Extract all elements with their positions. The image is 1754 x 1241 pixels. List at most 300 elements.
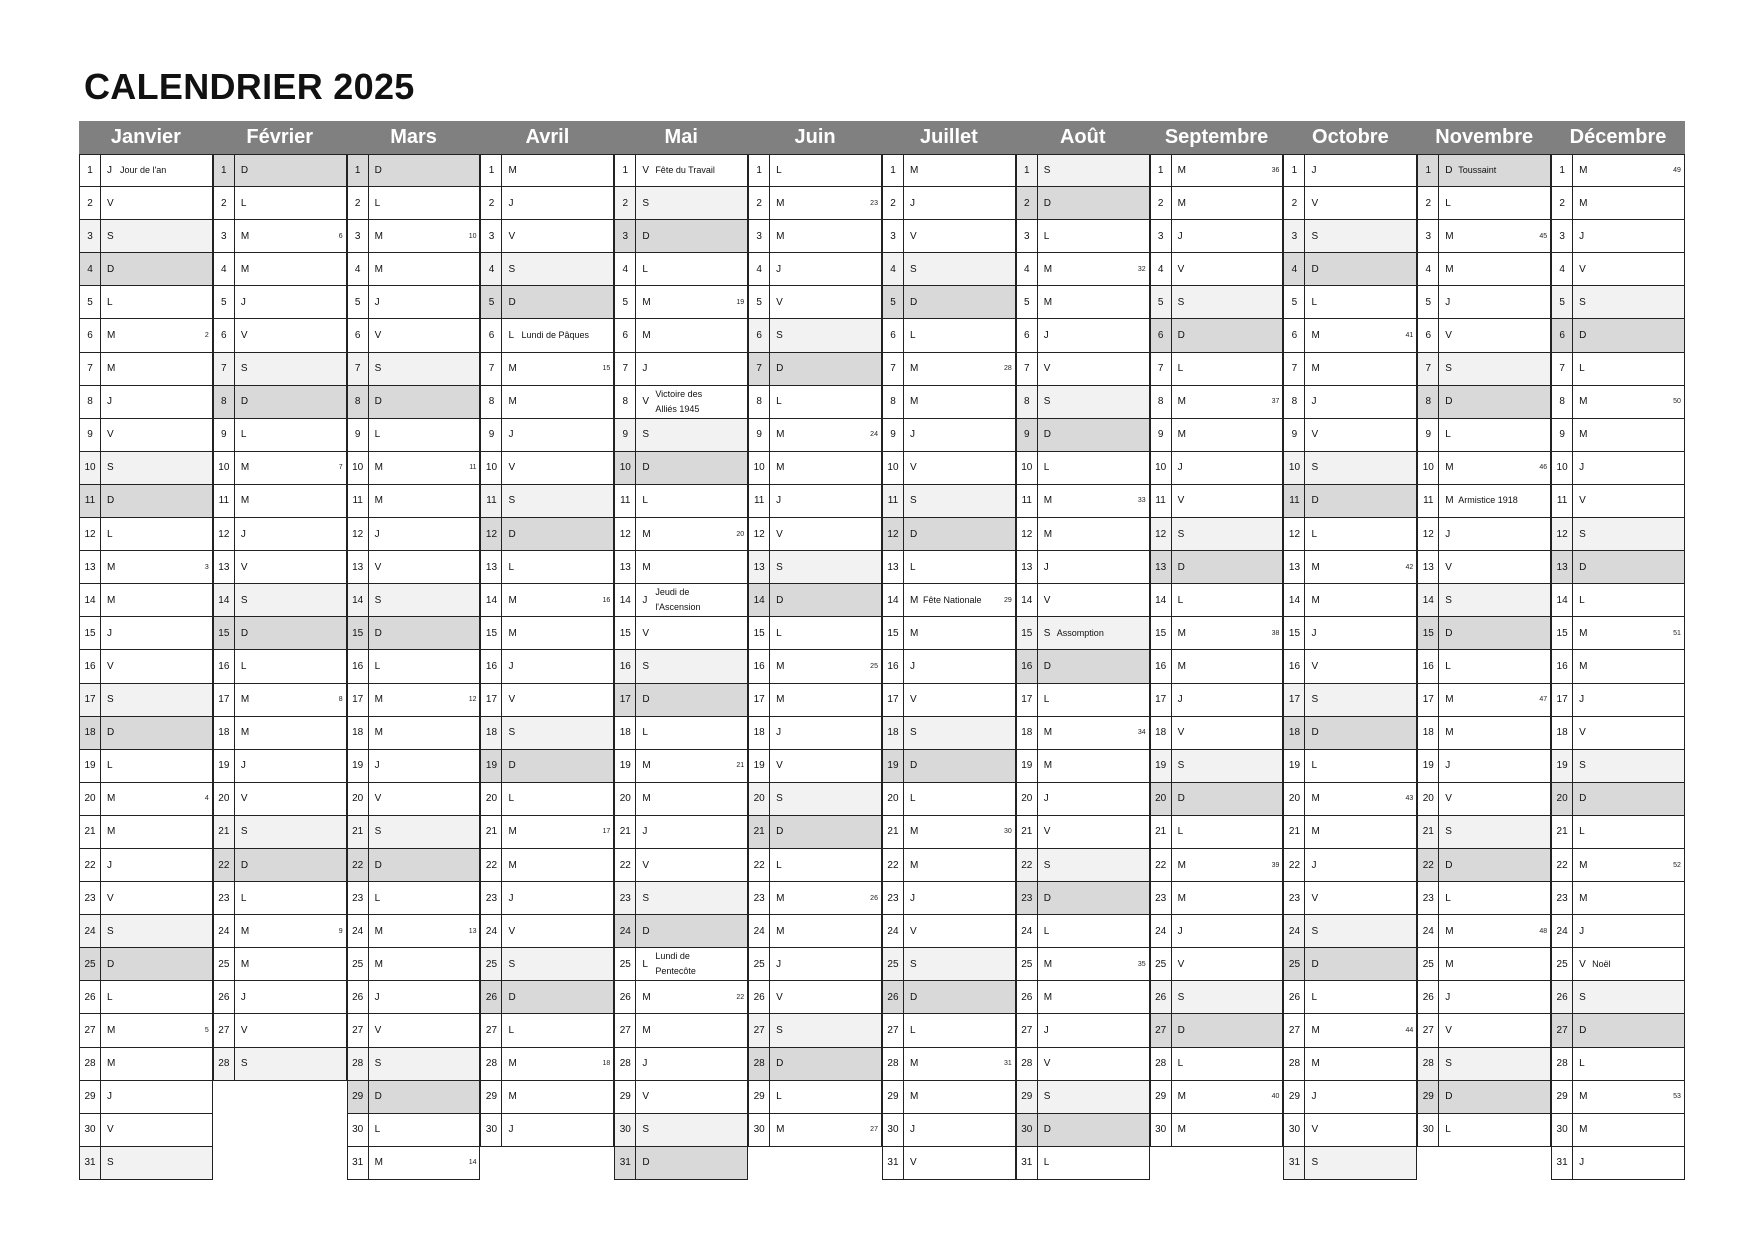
day-cell[interactable] xyxy=(347,948,481,981)
day-cell[interactable] xyxy=(79,485,213,518)
day-cell[interactable] xyxy=(748,253,882,286)
day-cell[interactable] xyxy=(748,948,882,981)
day-cell[interactable] xyxy=(1150,981,1284,1014)
day-cell[interactable] xyxy=(748,154,882,187)
day-cell[interactable] xyxy=(882,1048,1016,1081)
day-cell[interactable] xyxy=(79,551,213,584)
day-cell[interactable] xyxy=(1016,882,1150,915)
day-cell[interactable] xyxy=(882,948,1016,981)
day-cell[interactable] xyxy=(213,915,347,948)
day-cell[interactable] xyxy=(79,1114,213,1147)
day-cell[interactable] xyxy=(1016,816,1150,849)
day-cell[interactable] xyxy=(480,253,614,286)
day-cell[interactable] xyxy=(1417,353,1551,386)
day-cell[interactable] xyxy=(347,584,481,617)
day-cell[interactable] xyxy=(748,187,882,220)
day-cell[interactable] xyxy=(748,353,882,386)
day-cell[interactable] xyxy=(347,452,481,485)
day-cell[interactable] xyxy=(347,353,481,386)
day-cell[interactable] xyxy=(1551,717,1685,750)
day-cell[interactable] xyxy=(480,617,614,650)
day-cell[interactable] xyxy=(614,915,748,948)
day-cell[interactable] xyxy=(347,617,481,650)
day-cell[interactable] xyxy=(79,187,213,220)
day-cell[interactable] xyxy=(1150,319,1284,352)
day-cell[interactable] xyxy=(748,783,882,816)
day-cell[interactable] xyxy=(1016,650,1150,683)
day-cell[interactable] xyxy=(1417,684,1551,717)
day-cell[interactable] xyxy=(1283,154,1417,187)
day-cell[interactable] xyxy=(1016,783,1150,816)
day-cell[interactable] xyxy=(748,981,882,1014)
day-cell[interactable] xyxy=(1551,1114,1685,1147)
day-cell[interactable] xyxy=(480,783,614,816)
day-cell[interactable] xyxy=(1016,1114,1150,1147)
day-cell[interactable] xyxy=(347,551,481,584)
day-cell[interactable] xyxy=(1016,617,1150,650)
day-cell[interactable] xyxy=(347,1014,481,1047)
day-cell[interactable] xyxy=(614,187,748,220)
day-cell[interactable] xyxy=(79,518,213,551)
day-cell[interactable] xyxy=(1551,187,1685,220)
day-cell[interactable] xyxy=(748,386,882,419)
day-cell[interactable] xyxy=(1016,353,1150,386)
day-cell[interactable] xyxy=(480,386,614,419)
day-cell[interactable] xyxy=(882,750,1016,783)
day-cell[interactable] xyxy=(882,981,1016,1014)
day-cell[interactable] xyxy=(79,1081,213,1114)
day-cell[interactable] xyxy=(882,319,1016,352)
day-cell[interactable] xyxy=(1016,386,1150,419)
day-cell[interactable] xyxy=(1016,1147,1150,1180)
day-cell[interactable] xyxy=(213,1014,347,1047)
day-cell[interactable] xyxy=(1417,187,1551,220)
day-cell[interactable] xyxy=(614,419,748,452)
day-cell[interactable] xyxy=(1417,816,1551,849)
day-cell[interactable] xyxy=(614,783,748,816)
day-cell[interactable] xyxy=(1417,1014,1551,1047)
day-cell[interactable] xyxy=(1283,849,1417,882)
day-cell[interactable] xyxy=(1551,386,1685,419)
day-cell[interactable] xyxy=(347,981,481,1014)
day-cell[interactable] xyxy=(1417,154,1551,187)
day-cell[interactable] xyxy=(748,717,882,750)
day-cell[interactable] xyxy=(1283,882,1417,915)
day-cell[interactable] xyxy=(1283,319,1417,352)
day-cell[interactable] xyxy=(1283,783,1417,816)
day-cell[interactable] xyxy=(882,220,1016,253)
day-cell[interactable] xyxy=(1150,1081,1284,1114)
day-cell[interactable] xyxy=(480,1114,614,1147)
day-cell[interactable] xyxy=(614,1114,748,1147)
day-cell[interactable] xyxy=(480,286,614,319)
day-cell[interactable] xyxy=(1551,981,1685,1014)
day-cell[interactable] xyxy=(1283,717,1417,750)
day-cell[interactable] xyxy=(480,584,614,617)
day-cell[interactable] xyxy=(748,650,882,683)
day-cell[interactable] xyxy=(480,1014,614,1047)
day-cell[interactable] xyxy=(614,154,748,187)
day-cell[interactable] xyxy=(480,518,614,551)
day-cell[interactable] xyxy=(1551,948,1685,981)
day-cell[interactable] xyxy=(480,452,614,485)
day-cell[interactable] xyxy=(748,485,882,518)
day-cell[interactable] xyxy=(882,518,1016,551)
day-cell[interactable] xyxy=(1417,386,1551,419)
day-cell[interactable] xyxy=(1551,551,1685,584)
day-cell[interactable] xyxy=(480,816,614,849)
day-cell[interactable] xyxy=(614,220,748,253)
day-cell[interactable] xyxy=(882,882,1016,915)
day-cell[interactable] xyxy=(1150,386,1284,419)
day-cell[interactable] xyxy=(347,1081,481,1114)
day-cell[interactable] xyxy=(1283,286,1417,319)
day-cell[interactable] xyxy=(347,187,481,220)
day-cell[interactable] xyxy=(1283,650,1417,683)
day-cell[interactable] xyxy=(213,617,347,650)
day-cell[interactable] xyxy=(1417,419,1551,452)
day-cell[interactable] xyxy=(1150,915,1284,948)
day-cell[interactable] xyxy=(882,1114,1016,1147)
day-cell[interactable] xyxy=(1016,286,1150,319)
day-cell[interactable] xyxy=(1283,1081,1417,1114)
day-cell[interactable] xyxy=(1150,684,1284,717)
day-cell[interactable] xyxy=(79,452,213,485)
day-cell[interactable] xyxy=(213,783,347,816)
day-cell[interactable] xyxy=(1150,1048,1284,1081)
day-cell[interactable] xyxy=(347,1114,481,1147)
day-cell[interactable] xyxy=(1551,750,1685,783)
day-cell[interactable] xyxy=(1283,1014,1417,1047)
day-cell[interactable] xyxy=(1283,948,1417,981)
day-cell[interactable] xyxy=(1283,684,1417,717)
day-cell[interactable] xyxy=(882,816,1016,849)
day-cell[interactable] xyxy=(614,485,748,518)
day-cell[interactable] xyxy=(1016,551,1150,584)
day-cell[interactable] xyxy=(79,353,213,386)
day-cell[interactable] xyxy=(1551,849,1685,882)
day-cell[interactable] xyxy=(614,518,748,551)
day-cell[interactable] xyxy=(1283,253,1417,286)
day-cell[interactable] xyxy=(1016,849,1150,882)
day-cell[interactable] xyxy=(79,1048,213,1081)
day-cell[interactable] xyxy=(79,650,213,683)
day-cell[interactable] xyxy=(480,319,614,352)
day-cell[interactable] xyxy=(614,1081,748,1114)
day-cell[interactable] xyxy=(213,187,347,220)
day-cell[interactable] xyxy=(347,816,481,849)
day-cell[interactable] xyxy=(480,717,614,750)
day-cell[interactable] xyxy=(480,485,614,518)
day-cell[interactable] xyxy=(882,353,1016,386)
day-cell[interactable] xyxy=(1417,783,1551,816)
day-cell[interactable] xyxy=(213,717,347,750)
day-cell[interactable] xyxy=(1283,551,1417,584)
day-cell[interactable] xyxy=(882,915,1016,948)
day-cell[interactable] xyxy=(614,617,748,650)
day-cell[interactable] xyxy=(614,319,748,352)
day-cell[interactable] xyxy=(1016,485,1150,518)
day-cell[interactable] xyxy=(1283,584,1417,617)
day-cell[interactable] xyxy=(347,220,481,253)
day-cell[interactable] xyxy=(1551,650,1685,683)
day-cell[interactable] xyxy=(1551,1048,1685,1081)
day-cell[interactable] xyxy=(1150,187,1284,220)
day-cell[interactable] xyxy=(1283,353,1417,386)
day-cell[interactable] xyxy=(480,353,614,386)
day-cell[interactable] xyxy=(748,518,882,551)
day-cell[interactable] xyxy=(480,650,614,683)
day-cell[interactable] xyxy=(347,849,481,882)
day-cell[interactable] xyxy=(1417,551,1551,584)
day-cell[interactable] xyxy=(1150,650,1284,683)
day-cell[interactable] xyxy=(614,253,748,286)
day-cell[interactable] xyxy=(614,353,748,386)
day-cell[interactable] xyxy=(1551,1014,1685,1047)
day-cell[interactable] xyxy=(213,948,347,981)
day-cell[interactable] xyxy=(882,485,1016,518)
day-cell[interactable] xyxy=(1283,386,1417,419)
day-cell[interactable] xyxy=(1551,1081,1685,1114)
day-cell[interactable] xyxy=(1283,617,1417,650)
day-cell[interactable] xyxy=(1417,750,1551,783)
day-cell[interactable] xyxy=(213,319,347,352)
day-cell[interactable] xyxy=(1150,948,1284,981)
day-cell[interactable] xyxy=(213,154,347,187)
day-cell[interactable] xyxy=(213,882,347,915)
day-cell[interactable] xyxy=(614,650,748,683)
day-cell[interactable] xyxy=(1150,253,1284,286)
day-cell[interactable] xyxy=(213,1048,347,1081)
day-cell[interactable] xyxy=(882,1014,1016,1047)
day-cell[interactable] xyxy=(1417,915,1551,948)
day-cell[interactable] xyxy=(748,419,882,452)
day-cell[interactable] xyxy=(1417,518,1551,551)
day-cell[interactable] xyxy=(213,816,347,849)
day-cell[interactable] xyxy=(1283,452,1417,485)
day-cell[interactable] xyxy=(1283,220,1417,253)
day-cell[interactable] xyxy=(347,915,481,948)
day-cell[interactable] xyxy=(1150,1014,1284,1047)
day-cell[interactable] xyxy=(614,882,748,915)
day-cell[interactable] xyxy=(882,419,1016,452)
day-cell[interactable] xyxy=(347,485,481,518)
day-cell[interactable] xyxy=(480,849,614,882)
day-cell[interactable] xyxy=(213,684,347,717)
day-cell[interactable] xyxy=(1551,816,1685,849)
day-cell[interactable] xyxy=(1150,783,1284,816)
day-cell[interactable] xyxy=(1417,650,1551,683)
day-cell[interactable] xyxy=(882,717,1016,750)
day-cell[interactable] xyxy=(614,452,748,485)
day-cell[interactable] xyxy=(1150,154,1284,187)
day-cell[interactable] xyxy=(1283,816,1417,849)
day-cell[interactable] xyxy=(79,154,213,187)
day-cell[interactable] xyxy=(614,1147,748,1180)
day-cell[interactable] xyxy=(1150,584,1284,617)
day-cell[interactable] xyxy=(1016,154,1150,187)
day-cell[interactable] xyxy=(1551,286,1685,319)
day-cell[interactable] xyxy=(1150,419,1284,452)
day-cell[interactable] xyxy=(480,187,614,220)
day-cell[interactable] xyxy=(1551,154,1685,187)
day-cell[interactable] xyxy=(1150,1114,1284,1147)
day-cell[interactable] xyxy=(748,816,882,849)
day-cell[interactable] xyxy=(480,154,614,187)
day-cell[interactable] xyxy=(480,1081,614,1114)
day-cell[interactable] xyxy=(480,1048,614,1081)
day-cell[interactable] xyxy=(1283,1147,1417,1180)
day-cell[interactable] xyxy=(1417,584,1551,617)
day-cell[interactable] xyxy=(1150,485,1284,518)
day-cell[interactable] xyxy=(1283,419,1417,452)
day-cell[interactable] xyxy=(347,386,481,419)
day-cell[interactable] xyxy=(213,981,347,1014)
day-cell[interactable] xyxy=(882,452,1016,485)
day-cell[interactable] xyxy=(614,750,748,783)
day-cell[interactable] xyxy=(1150,220,1284,253)
day-cell[interactable] xyxy=(1150,617,1284,650)
day-cell[interactable] xyxy=(1150,353,1284,386)
day-cell[interactable] xyxy=(480,981,614,1014)
day-cell[interactable] xyxy=(480,915,614,948)
day-cell[interactable] xyxy=(1417,981,1551,1014)
day-cell[interactable] xyxy=(1016,1081,1150,1114)
day-cell[interactable] xyxy=(1551,882,1685,915)
day-cell[interactable] xyxy=(1016,419,1150,452)
day-cell[interactable] xyxy=(79,948,213,981)
day-cell[interactable] xyxy=(748,286,882,319)
day-cell[interactable] xyxy=(480,882,614,915)
day-cell[interactable] xyxy=(480,220,614,253)
day-cell[interactable] xyxy=(213,253,347,286)
day-cell[interactable] xyxy=(614,849,748,882)
day-cell[interactable] xyxy=(882,551,1016,584)
day-cell[interactable] xyxy=(1016,187,1150,220)
day-cell[interactable] xyxy=(79,419,213,452)
day-cell[interactable] xyxy=(1283,750,1417,783)
day-cell[interactable] xyxy=(1551,419,1685,452)
day-cell[interactable] xyxy=(347,882,481,915)
day-cell[interactable] xyxy=(1016,319,1150,352)
day-cell[interactable] xyxy=(79,882,213,915)
day-cell[interactable] xyxy=(1551,253,1685,286)
day-cell[interactable] xyxy=(1150,518,1284,551)
day-cell[interactable] xyxy=(614,286,748,319)
day-cell[interactable] xyxy=(347,286,481,319)
day-cell[interactable] xyxy=(748,684,882,717)
day-cell[interactable] xyxy=(614,551,748,584)
day-cell[interactable] xyxy=(882,286,1016,319)
day-cell[interactable] xyxy=(213,419,347,452)
day-cell[interactable] xyxy=(1016,981,1150,1014)
day-cell[interactable] xyxy=(1551,220,1685,253)
day-cell[interactable] xyxy=(748,1081,882,1114)
day-cell[interactable] xyxy=(1016,750,1150,783)
day-cell[interactable] xyxy=(79,617,213,650)
day-cell[interactable] xyxy=(882,1081,1016,1114)
day-cell[interactable] xyxy=(347,1048,481,1081)
day-cell[interactable] xyxy=(748,220,882,253)
day-cell[interactable] xyxy=(79,981,213,1014)
day-cell[interactable] xyxy=(882,386,1016,419)
day-cell[interactable] xyxy=(480,551,614,584)
day-cell[interactable] xyxy=(79,915,213,948)
day-cell[interactable] xyxy=(1551,319,1685,352)
day-cell[interactable] xyxy=(1551,353,1685,386)
day-cell[interactable] xyxy=(79,220,213,253)
day-cell[interactable] xyxy=(1150,717,1284,750)
day-cell[interactable] xyxy=(748,1048,882,1081)
day-cell[interactable] xyxy=(748,750,882,783)
day-cell[interactable] xyxy=(347,253,481,286)
day-cell[interactable] xyxy=(1283,187,1417,220)
day-cell[interactable] xyxy=(1417,1081,1551,1114)
day-cell[interactable] xyxy=(347,419,481,452)
day-cell[interactable] xyxy=(1417,253,1551,286)
day-cell[interactable] xyxy=(1016,220,1150,253)
day-cell[interactable] xyxy=(882,187,1016,220)
day-cell[interactable] xyxy=(213,452,347,485)
day-cell[interactable] xyxy=(1016,1014,1150,1047)
day-cell[interactable] xyxy=(213,220,347,253)
day-cell[interactable] xyxy=(213,485,347,518)
day-cell[interactable] xyxy=(1417,452,1551,485)
day-cell[interactable] xyxy=(614,1014,748,1047)
day-cell[interactable] xyxy=(1150,452,1284,485)
day-cell[interactable] xyxy=(79,286,213,319)
day-cell[interactable] xyxy=(213,750,347,783)
day-cell[interactable] xyxy=(1016,584,1150,617)
day-cell[interactable] xyxy=(1551,1147,1685,1180)
day-cell[interactable] xyxy=(1150,816,1284,849)
day-cell[interactable] xyxy=(347,650,481,683)
day-cell[interactable] xyxy=(748,849,882,882)
day-cell[interactable] xyxy=(79,717,213,750)
day-cell[interactable] xyxy=(1417,220,1551,253)
day-cell[interactable] xyxy=(213,353,347,386)
day-cell[interactable] xyxy=(1016,253,1150,286)
day-cell[interactable] xyxy=(882,783,1016,816)
day-cell[interactable] xyxy=(882,584,1016,617)
day-cell[interactable] xyxy=(882,849,1016,882)
day-cell[interactable] xyxy=(79,584,213,617)
day-cell[interactable] xyxy=(79,783,213,816)
day-cell[interactable] xyxy=(79,816,213,849)
day-cell[interactable] xyxy=(480,684,614,717)
day-cell[interactable] xyxy=(1283,485,1417,518)
day-cell[interactable] xyxy=(748,617,882,650)
day-cell[interactable] xyxy=(614,386,748,419)
day-cell[interactable] xyxy=(748,551,882,584)
day-cell[interactable] xyxy=(1417,849,1551,882)
day-cell[interactable] xyxy=(213,584,347,617)
day-cell[interactable] xyxy=(79,684,213,717)
day-cell[interactable] xyxy=(1417,717,1551,750)
day-cell[interactable] xyxy=(1551,518,1685,551)
day-cell[interactable] xyxy=(748,915,882,948)
day-cell[interactable] xyxy=(1551,783,1685,816)
day-cell[interactable] xyxy=(748,1014,882,1047)
day-cell[interactable] xyxy=(1417,948,1551,981)
day-cell[interactable] xyxy=(748,1114,882,1147)
day-cell[interactable] xyxy=(1150,882,1284,915)
day-cell[interactable] xyxy=(1016,684,1150,717)
day-cell[interactable] xyxy=(1016,452,1150,485)
day-cell[interactable] xyxy=(347,1147,481,1180)
day-cell[interactable] xyxy=(614,981,748,1014)
day-cell[interactable] xyxy=(882,253,1016,286)
